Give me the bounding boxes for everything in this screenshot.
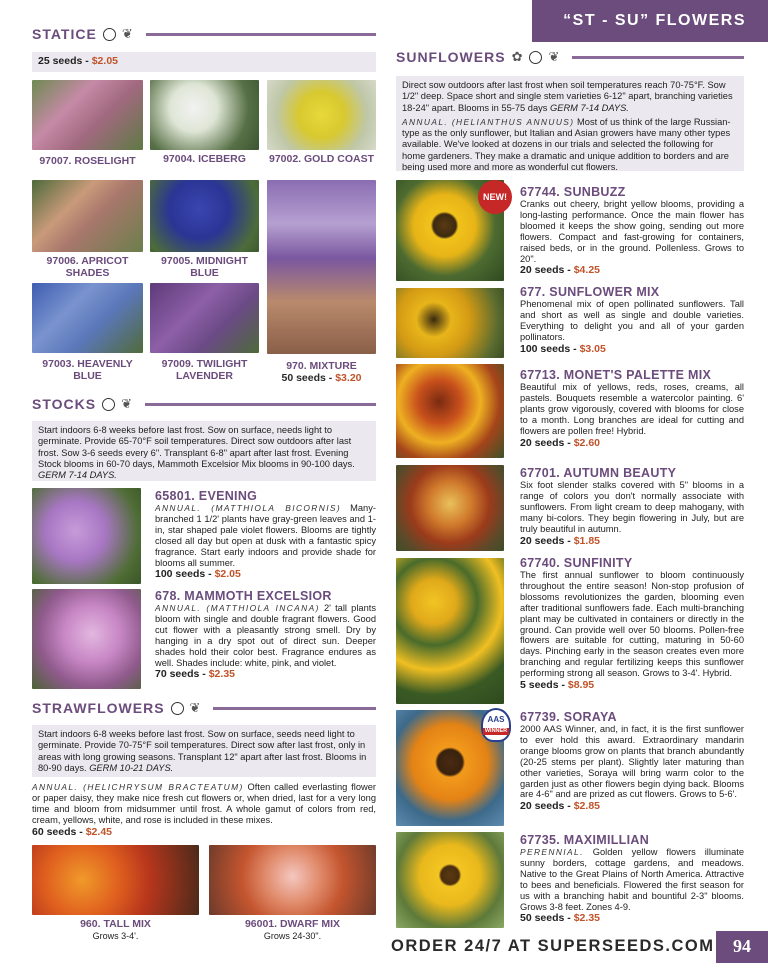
product-price — [520, 264, 744, 276]
product-sunbuzz — [520, 185, 744, 276]
price: $3.20 — [335, 372, 362, 384]
stocks-title: STOCKS — [32, 396, 97, 412]
product-sunflower-mix — [520, 285, 744, 355]
product-title: 67713. MONET'S PALETTE MIX — [520, 368, 712, 382]
separator: - — [564, 264, 574, 277]
product-title: 67744. SUNBUZZ — [520, 185, 626, 199]
mixture-price — [267, 372, 376, 384]
germination-info: GERM 7-14 DAYS. — [38, 470, 117, 481]
winner-label: WINNER — [484, 728, 508, 734]
product-price — [155, 568, 376, 580]
latin-name: ANNUAL. (MATTHIOLA BICORNIS) — [155, 503, 342, 513]
variety-iceberg: 97004. ICEBERG — [163, 153, 246, 165]
growing-info: Start indoors 6-8 weeks before last frost. Sow on surface, needs light to germinate. Provide 65-70°F soil temperatures. Direct sow outdoors after last frost. Sow 3-6 seeds every 6". Transplant 6-8" apart after last frost. Evening Stock blooms in 60-70 days, Mammoth Excelsior Mix blooms in 90-100 days. — [38, 425, 355, 469]
sprout-icon: ❦ — [121, 396, 133, 411]
product-title: 677. SUNFLOWER MIX — [520, 285, 660, 299]
product-description: Many-branched 1 1/2' plants have gray-green leaves and 1-in, star shaped pale violet flowers. Blooms are tightly closed all day but open at dusk with a fantastic spicy fragrance. Start early indoors and provide shade for blooms all summer. — [155, 503, 376, 568]
separator: - — [564, 912, 574, 925]
seed-quantity: 100 seeds — [155, 568, 206, 581]
variety-mixture: 970. MIXTURE — [286, 360, 357, 372]
product-soraya — [520, 710, 744, 812]
growing-info: Start indoors 6-8 weeks before last frost. Sow on surface, seeds need light to germinate. Provide 70-75°F soil temperatures. Direct sow after last frost, only in areas with long growing seasons. Transplant 12" apart after last frost. Blooms in 80-90 days. — [38, 729, 367, 773]
roselight-photo — [32, 80, 143, 150]
separator: - — [564, 436, 574, 449]
separator: - — [199, 668, 209, 681]
sprout-icon: ❦ — [189, 700, 202, 715]
strawflowers-title: STRAWFLOWERS — [32, 700, 165, 716]
latin-name: ANNUAL. (HELICHRYSUM BRACTEATUM) — [32, 782, 244, 792]
seed-quantity: 5 seeds — [520, 679, 559, 692]
strawflowers-description — [32, 782, 376, 826]
sunfinity-photo — [396, 558, 504, 704]
sunflowers-info-box — [396, 76, 744, 171]
price: $8.95 — [567, 679, 595, 692]
product-description: 2' tall plants bloom with single and double fragrant flowers. Good cut flower with a pleasantly strong smell. Dry by hanging in a dry spot out of direct sun. Deeper shades hold their color best. Fragrance endures as well. Shades include: white, pink, and violet. — [155, 603, 376, 668]
product-price — [520, 679, 744, 691]
separator: - — [76, 826, 86, 838]
seed-quantity: 50 seeds — [281, 372, 326, 384]
price: $1.85 — [573, 534, 600, 547]
gold-coast-photo — [267, 80, 376, 150]
aas-badge-label: AAS — [487, 715, 505, 724]
sunflowers-description: Most of us think of the large Russian-type as the only sunflower, but Italian and Asian growers have many other types available. We've looked at dozens in our trials and selected the following for home gardeners. They make a dramatic and unique addition to borders and are being used more and more as wonderful cut flowers. — [402, 116, 731, 173]
product-description: Cranks out cheery, bright yellow blooms, providing a long-lasting performance. Once the main flower has bloomed it keeps the show going, sending out more flowers. Compact and fast-growing for containers, raised beds, or in the ground. Pollenless. Grows to 20". — [520, 199, 744, 264]
product-description: Beautiful mix of yellows, reds, roses, creams, all pastels. Bouquets resemble a watercolor painting. 6' plants grow vigorously, covered with blooms for close to a month. Long branches are ideal for cutting and flowers are pollen free! Hybrid. — [520, 382, 744, 436]
product-description: Six foot slender stalks covered with 5" blooms in a range of colors you don't normally associate with sunflowers. From light cream to deep mahogany, with many bi-colors. They begin flowering in July, but are truly beautiful in autumn. — [520, 480, 744, 534]
autumn-beauty-photo — [396, 465, 504, 551]
aas-winner-badge — [481, 708, 511, 742]
order-url[interactable]: ORDER 24/7 AT SUPERSEEDS.COM — [391, 937, 715, 955]
product-description: The first annual sunflower to bloom continuously throughout the entire season! Non-stop profusion of blossoms revolutionizes the garden, blooming even after traditional sunflowers fade. Each multi-branching plant may be cultivated in containers or directly in the ground. Can provide well over 50 blooms. Pollen-free flowers are suitable for cutting, maturing in 50-60 days. Pinching early in the season creates even more branching and regular fertilizing keeps this sunflower performing strong all season. Grows to 3-4'. Hybrid. — [520, 570, 744, 679]
latin-name: ANNUAL. (MATTHIOLA INCANA) — [155, 603, 320, 613]
price: $2.35 — [573, 912, 600, 925]
product-title: 67739. SORAYA — [520, 710, 617, 724]
price: $2.60 — [573, 436, 600, 449]
tall-mix-photo — [32, 845, 199, 915]
price: $2.35 — [208, 668, 235, 681]
variety-roselight: 97007. ROSELIGHT — [39, 155, 136, 167]
product-title: 678. MAMMOTH EXCELSIOR — [155, 589, 332, 603]
germination-info: GERM 10-21 DAYS. — [89, 762, 174, 773]
seed-quantity: 70 seeds — [155, 668, 200, 681]
seed-quantity: 50 seeds — [520, 912, 565, 925]
latin-name: ANNUAL. (HELIANTHUS ANNUUS) — [402, 116, 575, 127]
page-number: 94 — [716, 931, 768, 963]
product-autumn-beauty — [520, 466, 744, 547]
sun-exposure-icon — [171, 702, 184, 715]
product-description: Golden yellow flowers illuminate sunny borders, cottage gardens, and meadows. Native to the Great Plains of North America. Attractive to bees and beneficials. Flowered the first season for us with a branching habit and bountiful 2-3" blooms. Grows 3-8 feet. Zones 4-9. — [520, 847, 744, 912]
heavenly-blue-photo — [32, 283, 143, 353]
variety-tall-mix: 960. TALL MIX — [80, 918, 151, 930]
product-monets-palette — [520, 368, 744, 449]
new-badge: NEW! — [478, 180, 512, 214]
mixture-photo — [267, 180, 376, 354]
growing-info: Direct sow outdoors after last frost when soil temperatures reach 70-75°F. Sow 1/2" deep. Space short and single stem varieties 6-12" apart, branching varieties 18-24" apart. Blooms in 55-75 days — [402, 80, 733, 113]
sprout-icon: ❦ — [548, 49, 561, 64]
twilight-lavender-photo — [150, 283, 259, 353]
seed-quantity: 20 seeds — [520, 534, 565, 547]
section-banner: “ST - SU” FLOWERS — [532, 0, 768, 42]
strawflowers-price — [32, 826, 112, 838]
evening-stock-photo — [32, 488, 141, 584]
product-description: Often called everlasting flower or paper daisy, they make nice fresh cut flowers or, when dried, last for a very long time and bloom from midsummer until frost. A whole gamut of colors from red, cream, yellows, white, and rose is included in these mixes. — [32, 782, 376, 825]
separator: - — [558, 679, 568, 692]
price: $4.25 — [573, 264, 600, 277]
seed-quantity: 100 seeds — [520, 342, 571, 355]
product-title: 65801. EVENING — [155, 489, 258, 503]
product-mammoth-excelsior — [155, 589, 376, 680]
product-sunfinity — [520, 556, 744, 691]
germination-info: GERM 7-14 DAYS. — [550, 102, 629, 113]
price: $2.05 — [214, 568, 241, 581]
separator: - — [564, 800, 574, 813]
monets-palette-photo — [396, 364, 504, 458]
separator: - — [205, 568, 215, 581]
variety-gold-coast: 97002. GOLD COAST — [268, 153, 375, 165]
stocks-header — [32, 396, 376, 412]
strawflowers-header — [32, 700, 376, 716]
sprout-icon: ❦ — [121, 26, 134, 41]
product-description: 2000 AAS Winner, and, in fact, it is the first sunflower to ever hold this award. Extraordinary mandarin orange blooms grow on plants that branch abundantly (20-25 stems per plant). Slightly later maturing than other varieties, Soraya will bring warm color to the garden just as other flowers begin dying back. Blooms are 4-6" and are prized as cut flowers. Grows to 5-6'. — [520, 724, 744, 800]
product-price — [155, 668, 376, 680]
separator: - — [570, 342, 580, 355]
product-price — [520, 343, 744, 355]
product-price — [520, 800, 744, 812]
product-price — [520, 437, 744, 449]
product-description: Phenomenal mix of open pollinated sunflowers. Tall and short as well as single and double varieties. Everything to delight you and all of your garden pollinators. — [520, 299, 744, 342]
product-title: 67740. SUNFINITY — [520, 556, 633, 570]
strawflowers-info-box — [32, 725, 376, 777]
variety-heavenly-blue: 97003. HEAVENLY BLUE — [42, 358, 133, 382]
variety-twilight-lavender: 97009. TWILIGHT LAVENDER — [161, 358, 248, 382]
price: $2.05 — [91, 55, 118, 67]
statice-header — [32, 26, 376, 42]
midnight-blue-photo — [150, 180, 259, 252]
product-title: 67735. MAXIMILLIAN — [520, 833, 650, 847]
statice-price-box — [32, 52, 376, 72]
product-price — [520, 912, 744, 924]
sun-exposure-icon — [103, 28, 116, 41]
sunflowers-header — [396, 49, 744, 65]
sunflowers-title: SUNFLOWERS — [396, 49, 506, 65]
stocks-info-box — [32, 421, 376, 481]
seed-quantity: 60 seeds — [32, 826, 77, 838]
price: $2.85 — [573, 800, 600, 813]
price: $3.05 — [579, 342, 606, 355]
divider — [146, 33, 376, 36]
sunflower-mix-photo — [396, 288, 504, 358]
dwarf-mix-photo — [209, 845, 376, 915]
product-title: 67701. AUTUMN BEAUTY — [520, 466, 677, 480]
divider — [572, 56, 744, 59]
iceberg-photo — [150, 80, 259, 150]
sun-exposure-icon — [529, 51, 542, 64]
variety-tall-mix-note: Grows 3-4'. — [92, 931, 139, 941]
variety-midnight-blue: 97005. MIDNIGHT BLUE — [161, 255, 248, 279]
variety-dwarf-mix: 96001. DWARF MIX — [244, 918, 341, 930]
seed-quantity: 20 seeds — [520, 436, 565, 449]
latin-name: PERENNIAL. — [520, 847, 584, 857]
divider — [213, 707, 376, 710]
separator: - — [564, 534, 574, 547]
statice-title: STATICE — [32, 26, 97, 42]
product-evening — [155, 489, 376, 580]
seed-quantity: 25 seeds — [38, 55, 83, 67]
seed-quantity: 20 seeds — [520, 800, 565, 813]
seed-quantity: 20 seeds — [520, 264, 565, 277]
separator: - — [325, 372, 336, 384]
mammoth-excelsior-photo — [32, 589, 141, 689]
price: $2.45 — [85, 826, 112, 838]
bee-icon: ✿ — [511, 49, 524, 64]
variety-dwarf-mix-note: Grows 24-30". — [263, 931, 322, 941]
separator: - — [82, 55, 92, 67]
divider — [145, 403, 376, 406]
sun-exposure-icon — [102, 398, 115, 411]
product-maximillian — [520, 833, 744, 924]
variety-apricot-shades: 97006. APRICOT SHADES — [46, 255, 129, 279]
apricot-shades-photo — [32, 180, 143, 252]
product-price — [520, 535, 744, 547]
maximillian-photo — [396, 832, 504, 928]
